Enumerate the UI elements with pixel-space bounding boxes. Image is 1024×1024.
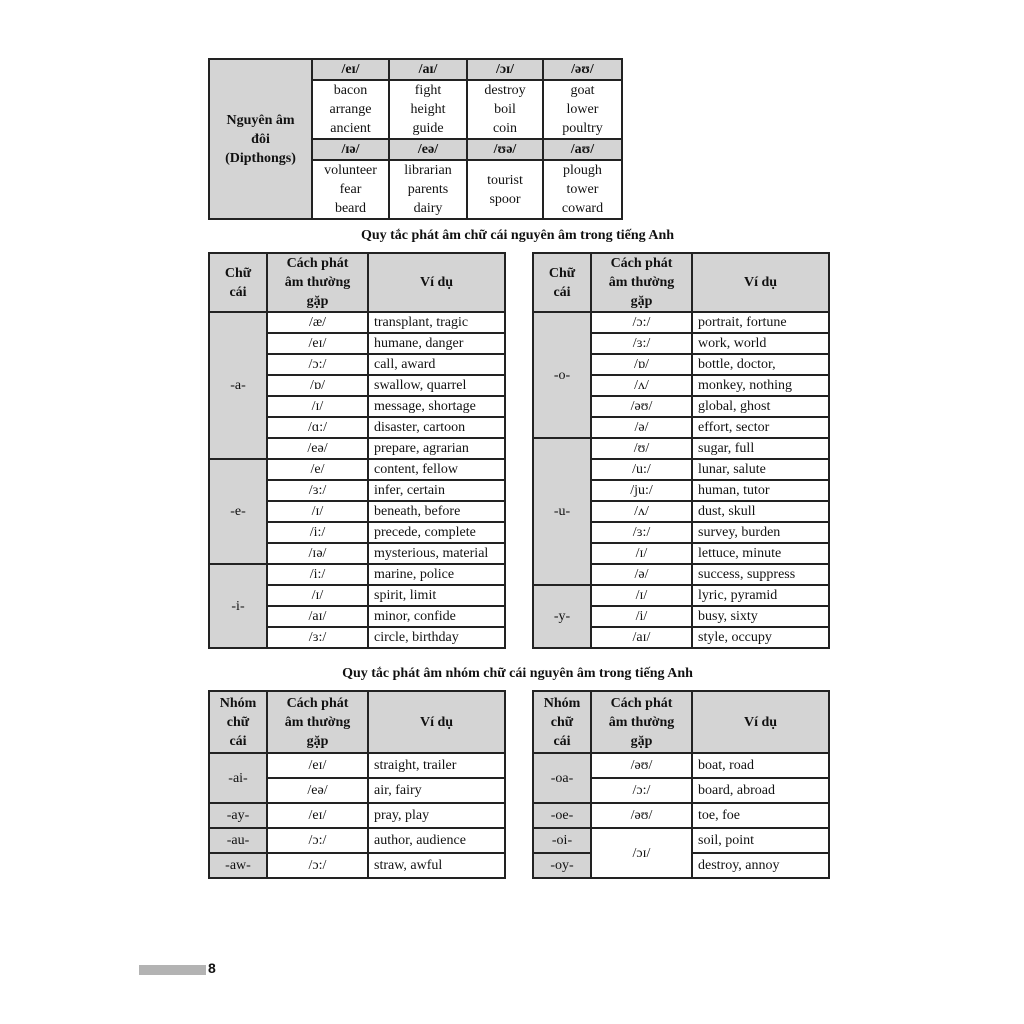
- example-cell: prepare, agrarian: [368, 438, 505, 459]
- sound-cell: /ɪ/: [267, 585, 368, 606]
- example-cell: content, fellow: [368, 459, 505, 480]
- sound-cell: /ʊ/: [591, 438, 692, 459]
- example-cell: busy, sixty: [692, 606, 829, 627]
- header-letter: Chữ cái: [209, 253, 267, 312]
- example-cell: success, suppress: [692, 564, 829, 585]
- sound-cell: /eɪ/: [267, 333, 368, 354]
- diphthong-examples: destroy boil coin: [467, 80, 543, 139]
- letter-cell: -i-: [209, 564, 267, 648]
- example-cell: beneath, before: [368, 501, 505, 522]
- table-row: [533, 585, 829, 606]
- sound-cell: /əʊ/: [591, 803, 692, 828]
- sound-cell: /i:/: [267, 564, 368, 585]
- letter-cell: -o-: [533, 312, 591, 438]
- example-cell: lettuce, minute: [692, 543, 829, 564]
- example-cell: survey, burden: [692, 522, 829, 543]
- example-cell: work, world: [692, 333, 829, 354]
- header-sound: Cách phát âm thường gặp: [267, 253, 368, 312]
- header-sound: Cách phát âm thường gặp: [591, 253, 692, 312]
- example-cell: dust, skull: [692, 501, 829, 522]
- example-cell: disaster, cartoon: [368, 417, 505, 438]
- diphthong-row-label: Nguyên âm đôi (Dipthongs): [209, 59, 312, 219]
- sound-cell: /aɪ/: [267, 606, 368, 627]
- sound-cell: /ju:/: [591, 480, 692, 501]
- example-cell: mysterious, material: [368, 543, 505, 564]
- example-cell: author, audience: [368, 828, 505, 853]
- diphthong-examples: plough tower coward: [543, 160, 622, 219]
- vowel-letter-rows-right: [533, 312, 829, 648]
- sound-cell: /ɔ:/: [267, 853, 368, 878]
- example-cell: bottle, doctor,: [692, 354, 829, 375]
- example-cell: humane, danger: [368, 333, 505, 354]
- page-number: 8: [208, 960, 216, 976]
- example-cell: circle, birthday: [368, 627, 505, 648]
- sound-cell: /ɪ/: [267, 396, 368, 417]
- section-title-vowel-letters: Quy tắc phát âm chữ cái nguyên âm trong tiếng Anh: [360, 228, 675, 243]
- diphthong-examples: volunteer fear beard: [312, 160, 389, 219]
- sound-cell: /ɜ:/: [267, 480, 368, 501]
- footer-bar: [139, 965, 206, 975]
- sound-cell: /ɜ:/: [591, 333, 692, 354]
- vowel-group-rows-left: [209, 753, 505, 878]
- sound-cell: /eə/: [267, 438, 368, 459]
- letter-cell: -a-: [209, 312, 267, 459]
- sound-cell: /ɜ:/: [591, 522, 692, 543]
- header-example: Ví dụ: [692, 253, 829, 312]
- sound-cell: /ɪ/: [591, 543, 692, 564]
- example-cell: infer, certain: [368, 480, 505, 501]
- diphthong-symbol: /aʊ/: [543, 139, 622, 160]
- table-row: [209, 312, 505, 333]
- example-cell: air, fairy: [368, 778, 505, 803]
- section-title-vowel-groups: Quy tắc phát âm nhóm chữ cái nguyên âm trong tiếng Anh: [342, 666, 693, 681]
- diphthong-symbol: /ɔɪ/: [467, 59, 543, 80]
- example-cell: precede, complete: [368, 522, 505, 543]
- example-cell: swallow, quarrel: [368, 375, 505, 396]
- table-row: [209, 803, 505, 828]
- table-row: [533, 312, 829, 333]
- example-cell: transplant, tragic: [368, 312, 505, 333]
- vowel-group-rows-right: [533, 753, 829, 878]
- example-cell: message, shortage: [368, 396, 505, 417]
- sound-cell: /ɔ:/: [591, 778, 692, 803]
- example-cell: straw, awful: [368, 853, 505, 878]
- sound-cell: /i:/: [267, 522, 368, 543]
- sound-cell: /əʊ/: [591, 753, 692, 778]
- table-row: [209, 828, 505, 853]
- example-cell: spirit, limit: [368, 585, 505, 606]
- header-example: Ví dụ: [368, 691, 505, 753]
- letter-cell: -e-: [209, 459, 267, 564]
- sound-cell: /ʌ/: [591, 375, 692, 396]
- sound-cell: /ɒ/: [267, 375, 368, 396]
- vowel-letter-rows-left: [209, 312, 505, 648]
- diphthong-symbol: /ɪə/: [312, 139, 389, 160]
- sound-cell: /u:/: [591, 459, 692, 480]
- sound-cell: /ɪ/: [267, 501, 368, 522]
- sound-cell: /ɜ:/: [267, 627, 368, 648]
- example-cell: call, award: [368, 354, 505, 375]
- group-cell: -ay-: [209, 803, 267, 828]
- sound-cell: /eɪ/: [267, 753, 368, 778]
- sound-cell: /e/: [267, 459, 368, 480]
- diphthong-symbol: /eə/: [389, 139, 467, 160]
- sound-cell: /i/: [591, 606, 692, 627]
- sound-cell: /eɪ/: [267, 803, 368, 828]
- header-group: Nhóm chữ cái: [533, 691, 591, 753]
- header-group: Nhóm chữ cái: [209, 691, 267, 753]
- header-sound: Cách phát âm thường gặp: [591, 691, 692, 753]
- sound-cell: /eə/: [267, 778, 368, 803]
- header-example: Ví dụ: [692, 691, 829, 753]
- table-row: [209, 853, 505, 878]
- header-sound: Cách phát âm thường gặp: [267, 691, 368, 753]
- example-cell: lyric, pyramid: [692, 585, 829, 606]
- sound-cell: /ɔ:/: [591, 312, 692, 333]
- header-example: Ví dụ: [368, 253, 505, 312]
- group-cell: -aw-: [209, 853, 267, 878]
- example-cell: destroy, annoy: [692, 853, 829, 878]
- example-cell: lunar, salute: [692, 459, 829, 480]
- diphthong-examples: fight height guide: [389, 80, 467, 139]
- example-cell: sugar, full: [692, 438, 829, 459]
- example-cell: global, ghost: [692, 396, 829, 417]
- diphthong-examples: tourist spoor: [467, 160, 543, 219]
- diphthong-symbol: /ʊə/: [467, 139, 543, 160]
- sound-cell: /ɒ/: [591, 354, 692, 375]
- sound-cell: /ɔ:/: [267, 354, 368, 375]
- sound-cell: /ɪ/: [591, 585, 692, 606]
- letter-cell: -u-: [533, 438, 591, 585]
- example-cell: board, abroad: [692, 778, 829, 803]
- sound-cell: /ɔ:/: [267, 828, 368, 853]
- vowel-letter-table-right: [532, 252, 830, 649]
- group-cell: -oa-: [533, 753, 591, 803]
- example-cell: toe, foe: [692, 803, 829, 828]
- sound-cell: /ʌ/: [591, 501, 692, 522]
- example-cell: straight, trailer: [368, 753, 505, 778]
- example-cell: marine, police: [368, 564, 505, 585]
- example-cell: effort, sector: [692, 417, 829, 438]
- group-cell: -oe-: [533, 803, 591, 828]
- group-cell: -ai-: [209, 753, 267, 803]
- example-cell: human, tutor: [692, 480, 829, 501]
- sound-cell: /ə/: [591, 417, 692, 438]
- group-cell: -oi-: [533, 828, 591, 853]
- table-row: [209, 564, 505, 585]
- diphthong-symbol: /aɪ/: [389, 59, 467, 80]
- sound-cell: /ɔɪ/: [591, 828, 692, 878]
- sound-cell: /ɪə/: [267, 543, 368, 564]
- diphthong-examples: librarian parents dairy: [389, 160, 467, 219]
- table-row: [533, 438, 829, 459]
- vowel-group-table-right: [532, 690, 830, 879]
- diphthong-examples: goat lower poultry: [543, 80, 622, 139]
- sound-cell: /ɑ:/: [267, 417, 368, 438]
- letter-cell: -y-: [533, 585, 591, 648]
- diphthong-examples: bacon arrange ancient: [312, 80, 389, 139]
- sound-cell: /æ/: [267, 312, 368, 333]
- sound-cell: /ə/: [591, 564, 692, 585]
- group-cell: -oy-: [533, 853, 591, 878]
- example-cell: portrait, fortune: [692, 312, 829, 333]
- group-cell: -au-: [209, 828, 267, 853]
- header-letter: Chữ cái: [533, 253, 591, 312]
- example-cell: boat, road: [692, 753, 829, 778]
- sound-cell: /əʊ/: [591, 396, 692, 417]
- vowel-letter-table-left: [208, 252, 506, 649]
- example-cell: pray, play: [368, 803, 505, 828]
- diphthong-symbol: /eɪ/: [312, 59, 389, 80]
- example-cell: minor, confide: [368, 606, 505, 627]
- example-cell: soil, point: [692, 828, 829, 853]
- diphthong-table: [208, 58, 623, 220]
- example-cell: style, occupy: [692, 627, 829, 648]
- sound-cell: /aɪ/: [591, 627, 692, 648]
- diphthong-symbol: /əʊ/: [543, 59, 622, 80]
- table-row: [209, 753, 505, 778]
- table-row: [209, 459, 505, 480]
- vowel-group-table-left: [208, 690, 506, 879]
- example-cell: monkey, nothing: [692, 375, 829, 396]
